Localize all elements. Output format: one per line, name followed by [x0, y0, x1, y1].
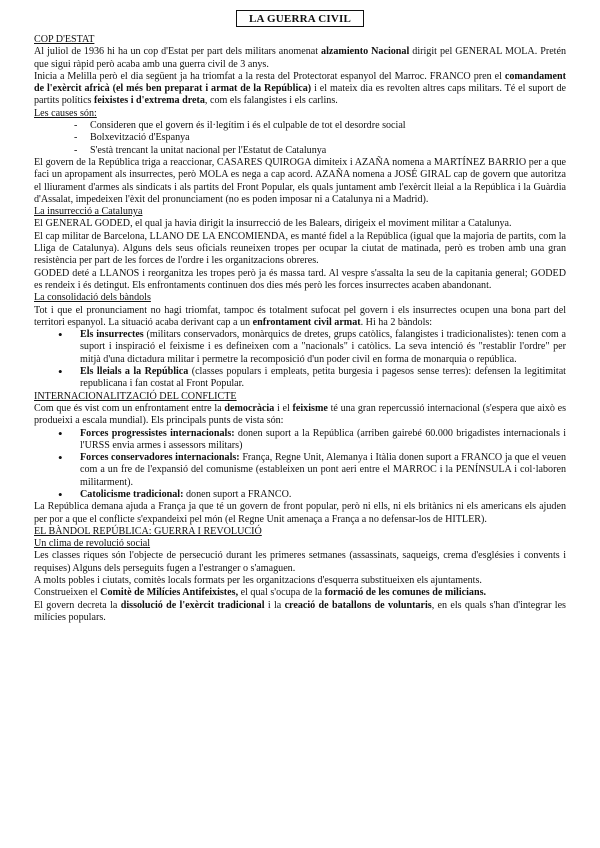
paragraph: El GENERAL GODED, el qual ja havia dirigit la insurrecció de les Balears, dirigeix el moviment militar a Catalunya. [34, 218, 512, 230]
paragraph: Al juliol de 1936 hi ha un cop d'Estat per part dels militars anomenat alzamiento Nacional dirigit pel GENERAL MOLA. Pretén que sigui ràpid però acaba amb una guerra civil de 3 anys. [34, 46, 567, 70]
list-item: • Forces conservadores internacionals: França, Regne Unit, Alemanya i Itàlia donen suport a FRANCO ja que el veuen com a un fre de l'expansió del comunisme (estableixen un pont aeri entre el MARROC i la PENÍNSULA i col·laboren militarment). [58, 452, 566, 489]
paragraph: El cap militar de Barcelona, LLANO DE LA ENCOMIENDA, es manté fidel a la República (igual que la majoria de partits, com la Lliga de Catalunya). Alguns dels seus oficials reuneixen tropes per ocupar la ciutat de matinada, però es troben amb una gran resistència per part de les forces de l'ordre i les organitzacions obreres. [34, 230, 566, 267]
document-page [34, 10, 566, 624]
list-item: • Els insurrectes (militars conservadors, monàrquics de dretes, grups catòlics, falangistes i tradicionalistes): tenen com a suport i inspiració el feixisme i es defineixen com a "nacionals" i catòlics. La seva intenció és "restablir l'ordre" per mitjà d'una dictadura militar i permetre la recomposició d'un poder civil en forma de monarquia o república. [58, 329, 566, 366]
list-item: - S'està trencant la unitat nacional per l'Estatut de Catalunya [74, 145, 566, 157]
section-heading-bandol-republica: EL BÀNDOL REPÚBLICA: GUERRA I REVOLUCIÓ [34, 525, 262, 537]
paragraph: Les classes riques són l'objecte de persecució durant les primeres setmanes (assassinats, saqueigs, crema d'esglésies i convents i requises) Alguns dels perseguits fugen a l'estranger o s'amaguen. [34, 550, 566, 574]
section-heading-internacionalitzacio: INTERNACIONALITZACIÓ DEL CONFLICTE [34, 390, 237, 402]
paragraph: El govern decreta la dissolució de l'exèrcit tradicional i la creació de batallons de voluntaris, en els quals s'han d'integrar les milícies populars. [34, 599, 566, 623]
list-item: • Catolicisme tradicional: donen suport a FRANCO. [58, 489, 566, 501]
paragraph: La República demana ajuda a França ja que té un govern de front popular, però ni ells, ni els britànics ni els americans els ajuden per por a que el conflicte s'expandeixi pel món (el Regne Unit amenaça a França a no defensar-los de HITLER). [34, 501, 566, 525]
list-item: • Forces progressistes internacionals: donen suport a la República (arriben gairebé 60.000 brigadistes internacionals i l'URSS envia armes i assessors militars) [58, 428, 566, 453]
list-item: - Consideren que el govern és il·legítim i és el culpable de tot el desordre social [74, 120, 566, 132]
section-heading-insurreccio: La insurrecció a Catalunya [34, 206, 143, 218]
paragraph: A molts pobles i ciutats, comitès locals formats per les organitzacions d'esquerra substitueixen els ajuntaments. [34, 575, 482, 587]
causes-heading: Les causes són: [34, 107, 97, 119]
section-heading-bandols: La consolidació dels bàndols [34, 292, 151, 304]
document-title: LA GUERRA CIVIL [236, 10, 364, 27]
list-item: • Els lleials a la República (classes populars i empleats, petita burgesia i pagesos sense terres): defensen la legitimitat republicana i fan costat al Front Popular. [58, 366, 566, 391]
paragraph: Tot i que el pronunciament no hagi triomfat, tampoc és totalment sufocat pel govern i els insurrectes ocupen una bona part del territori espanyol. La situació acaba derivant cap a un enfrontament civil armat. Hi ha 2 bàndols: [34, 304, 566, 328]
causes-list [34, 120, 566, 157]
paragraph: Construeixen el Comitè de Milícies Antifeixistes, el qual s'ocupa de la formació de les comunes de milicians. [34, 587, 487, 599]
title-wrap [34, 10, 566, 34]
list-item: - Bolxevització d'Espanya [74, 132, 566, 144]
paragraph: Com que és vist com un enfrontament entre la democràcia i el feixisme té una gran repercussió internacional (s'espera que això es produeixi a escala mundial). Els principals punts de vista són: [34, 402, 566, 427]
bandols-list [34, 329, 566, 390]
paragraph: GODED deté a LLANOS i reorganitza les tropes però ja és massa tard. Al vespre s'assalta la seu de la capitania general; GODED es rendeix i és detingut. Els enfrontaments continuen dos dies més però les forces insurrectes acaben abandonant. [34, 267, 566, 291]
paragraph: El govern de la República triga a reaccionar, CASARES QUIROGA dimiteix i AZAÑA nomena a MARTÍNEZ BARRIO per a que faci un apropament als insurrectes, però MOLA es nega a cap acord. AZAÑA nomena a JOSÉ GIRAL cap de govern que autoritza el lliurament d'armes als sindicats i als partits del Front Popular, els quals juntament amb l'exèrcit lleial a la República i la Guàrdia d'Assalat, impedeixen l'èxit del pronunciament (no es poden imposar ni a Catalunya ni a Madrid). [34, 156, 566, 205]
international-list [34, 428, 566, 502]
subsection-heading-revolucio: Un clima de revolució social [34, 538, 151, 550]
paragraph: Inicia a Melilla però el dia següent ja ha triomfat a la resta del Protectorat espanyol del Marroc. FRANCO pren el comandament de l'exèrcit africà (el més ben preparat i armat de la República) i el mateix dia es revolten altres caps militars. Té el suport de partits polítics feixistes i d'extrema dreta, com els falangistes i els carlins. [34, 70, 566, 107]
section-heading-cop-destat: COP D'ESTAT [34, 34, 95, 45]
